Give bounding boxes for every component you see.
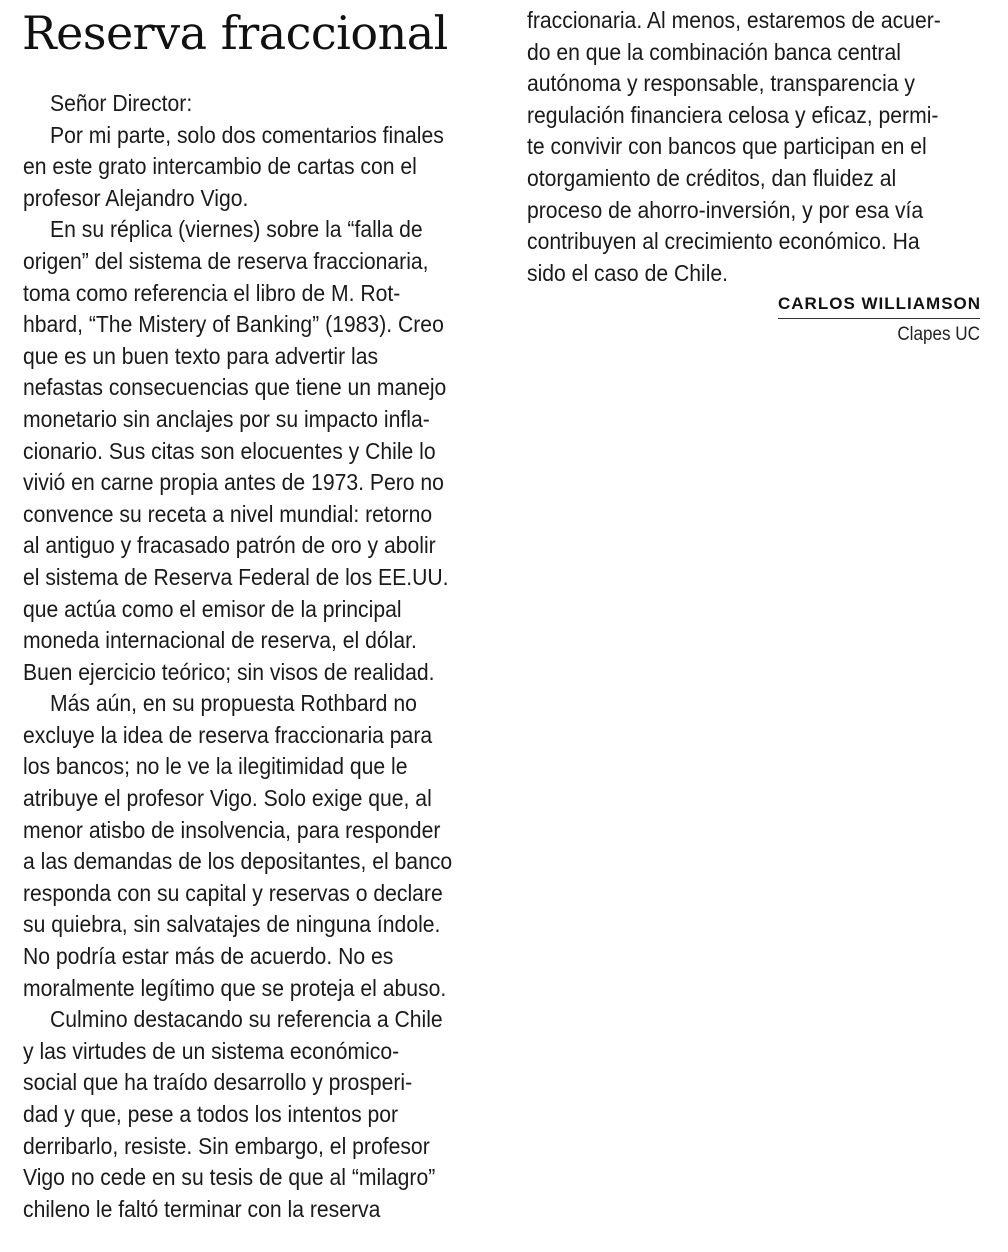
text-line: hbard, “The Mistery of Banking” (1983). Creo [23,311,444,338]
text-line: En su réplica (viernes) sobre la “falla de [50,216,423,243]
author-name: CARLOS WILLIAMSON [778,294,980,319]
text-line: excluye la idea de reserva fraccionaria para [23,721,433,748]
text-line: No podría estar más de acuerdo. No es [23,943,394,970]
text-line: convence su receta a nivel mundial: retorno [23,500,433,527]
author-affiliation: Clapes UC [897,324,980,345]
text-line: toma como referencia el libro de M. Rot- [23,279,401,306]
text-line: proceso de ahorro-inversión, y por esa vía [527,196,924,223]
text-line: autónoma y responsable, transparencia y [527,70,915,97]
signature-block [778,294,980,346]
text-line: monetario sin anclajes por su impacto infla- [23,405,430,432]
text-line: profesor Alejandro Vigo. [23,184,249,211]
text-line: Por mi parte, solo dos comentarios finales [50,121,444,148]
text-line: origen” del sistema de reserva fraccionaria, [23,247,429,274]
text-line: social que ha traído desarrollo y prosperi- [23,1069,413,1096]
text-line: fraccionaria. Al menos, estaremos de acuer- [527,7,941,33]
text-line: sido el caso de Chile. [527,259,729,286]
text-line: regulación financiera celosa y eficaz, permi- [527,101,939,128]
text-line: Más aún, en su propuesta Rothbard no [50,690,417,717]
text-line: Vigo no cede en su tesis de que al “milagro” [23,1164,436,1191]
text-line: te convivir con bancos que participan en el [527,133,927,160]
text-line: menor atisbo de insolvencia, para responder [23,816,441,843]
text-line: que es un buen texto para advertir las [23,342,379,369]
text-line: Señor Director: [50,90,193,116]
text-line: moneda internacional de reserva, el dólar. [23,627,417,654]
text-line: a las demandas de los depositantes, el banco [23,848,453,875]
text-line: Buen ejercicio teórico; sin visos de realidad. [23,658,435,685]
text-line: dad y que, pese a todos los intentos por [23,1101,399,1127]
text-line: el sistema de Reserva Federal de los EE.UU. [23,563,449,590]
text-line: y las virtudes de un sistema económico- [23,1037,400,1064]
text-line: moralmente legítimo que se proteja el abuso. [23,974,447,1001]
right-text-column [527,5,982,289]
text-line: do en que la combinación banca central [527,38,901,65]
text-line: chileno le faltó terminar con la reserva [23,1195,381,1222]
left-text-column [23,88,478,1225]
text-line: al antiguo y fracasado patrón de oro y abolir [23,532,436,559]
text-line: los bancos; no le ve la ilegitimidad que le [23,753,408,780]
text-line: derribarlo, resiste. Sin embargo, el profesor [23,1132,430,1159]
text-line: nefastas consecuencias que tiene un manejo [23,374,447,401]
text-line: su quiebra, sin salvatajes de ninguna índole. [23,911,441,938]
text-line: otorgamiento de créditos, dan fluidez al [527,164,897,191]
article-title: Reserva fraccional [22,6,448,60]
text-line: Culmino destacando su referencia a Chile [50,1006,443,1033]
text-line: contribuyen al crecimiento económico. Ha [527,228,920,255]
text-line: en este grato intercambio de cartas con el [23,153,417,180]
text-line: atribuye el profesor Vigo. Solo exige que, al [23,785,432,812]
text-line: que actúa como el emisor de la principal [23,595,402,622]
text-line: responda con su capital y reservas o declare [23,879,443,906]
text-line: vivió en carne propia antes de 1973. Pero no [23,469,444,496]
text-line: cionario. Sus citas son elocuentes y Chile lo [23,437,436,464]
